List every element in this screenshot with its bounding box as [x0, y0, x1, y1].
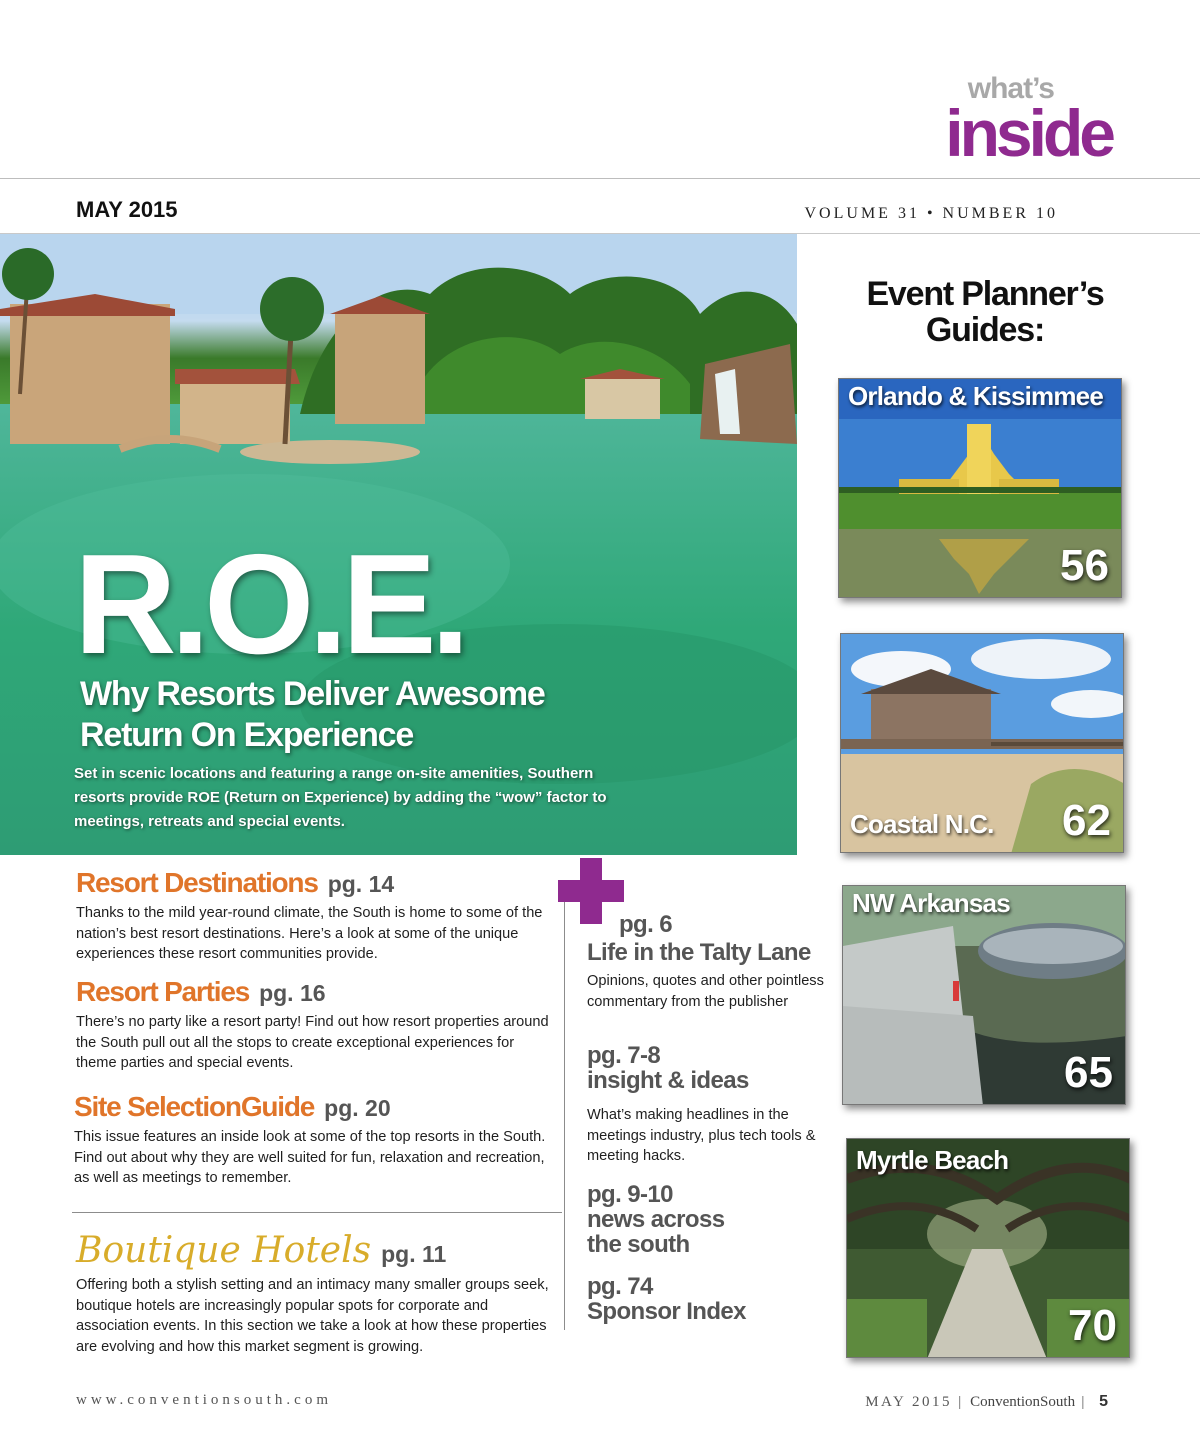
- guide-name: Orlando & Kissimmee: [848, 381, 1103, 411]
- hero-subtitle: Why Resorts Deliver Awesome Return On Experience: [80, 675, 545, 754]
- masthead-small: what’s: [967, 72, 1054, 105]
- guide-myrtle-beach[interactable]: [846, 1138, 1130, 1358]
- department-description: What’s making headlines in the meetings industry, plus tech tools & meeting hacks.: [587, 1107, 816, 1164]
- guide-page: 56: [1060, 541, 1109, 590]
- department-description: Opinions, quotes and other pointless commentary from the publisher: [587, 973, 824, 1010]
- department-sponsor-index[interactable]: [587, 1274, 827, 1324]
- guide-orlando-kissimmee[interactable]: [838, 378, 1122, 598]
- feature-page: pg. 16: [259, 980, 326, 1006]
- guides-heading: Event Planner’s Guides:: [866, 275, 1104, 349]
- masthead: [945, 72, 1112, 170]
- guide-name: Coastal N.C.: [850, 809, 994, 839]
- issue-date: MAY 2015: [76, 197, 178, 222]
- feature-description: There’s no party like a resort party! Find out how resort properties around the South pull out all the stops to create exceptional experiences for theme parties and special events.: [76, 1014, 549, 1071]
- feature-resort-parties[interactable]: [76, 976, 556, 1074]
- volume-number: VOLUME 31 • NUMBER 10: [804, 205, 1058, 222]
- feature-title[interactable]: Resort Destinations: [76, 867, 318, 898]
- guide-name: NW Arkansas: [852, 888, 1010, 918]
- guide-name: Myrtle Beach: [856, 1145, 1009, 1175]
- department-title[interactable]: Life in the Talty Lane: [587, 939, 811, 966]
- hero-title: R.O.E.: [74, 525, 465, 684]
- department-title[interactable]: Sponsor Index: [587, 1298, 746, 1325]
- guide-page: 65: [1064, 1048, 1113, 1097]
- feature-description: Offering both a stylish setting and an intimacy many smaller groups seek, boutique hotels are increasingly popular spots for corporate and association events. In this section we take a look at how these properties are evolving and how this market segment is growing.: [76, 1277, 549, 1355]
- department-page-number: pg. 9-10: [587, 1181, 673, 1208]
- department-news[interactable]: [587, 1182, 747, 1257]
- footer-url[interactable]: www.conventionsouth.com: [76, 1392, 333, 1408]
- department-page-number: pg. 7-8: [587, 1042, 661, 1069]
- department-talty-lane[interactable]: [587, 940, 827, 1012]
- feature-description: Thanks to the mild year-round climate, the South is home to some of the nation’s best resort destinations. Here’s a look at some of the unique experiences these resort communities provide.: [76, 905, 543, 962]
- hero-photo[interactable]: [0, 234, 797, 855]
- department-page-number: pg. 74: [587, 1273, 653, 1300]
- footer-date: MAY 2015: [865, 1394, 953, 1410]
- department-title[interactable]: insight & ideas: [587, 1067, 749, 1094]
- guide-nw-arkansas[interactable]: [842, 885, 1126, 1105]
- department-insight-ideas[interactable]: [587, 1043, 827, 1167]
- feature-title[interactable]: Boutique Hotels: [76, 1230, 372, 1271]
- header-rule: [0, 178, 1200, 179]
- guide-page: 62: [1062, 796, 1111, 845]
- feature-title[interactable]: Site SelectionGuide: [74, 1091, 315, 1122]
- feature-boutique-hotels[interactable]: [76, 1230, 556, 1357]
- feature-page: pg. 20: [324, 1095, 391, 1121]
- department-page: [619, 912, 859, 937]
- guide-coastal-nc[interactable]: [840, 633, 1124, 853]
- hero-description: Set in scenic locations and featuring a range on-site amenities, Southern resorts provide ROE (Return on Experience) by adding the “wow” factor to meetings, retreats and special events.: [74, 765, 607, 830]
- department-title[interactable]: news across the south: [587, 1206, 725, 1258]
- feature-title[interactable]: Resort Parties: [76, 976, 250, 1007]
- page-number: 5: [1099, 1393, 1108, 1410]
- feature-page: pg. 14: [327, 871, 395, 897]
- feature-description: This issue features an inside look at some of the top resorts in the South. Find out about why they are well suited for fun, relaxation and recreation, as well as meetings to remember.: [74, 1129, 546, 1186]
- feature-site-selection-guide[interactable]: [74, 1091, 554, 1189]
- column-divider: [564, 896, 565, 1330]
- footer-brand: ConventionSouth: [970, 1394, 1076, 1410]
- plus-icon: [558, 858, 624, 924]
- feature-resort-destinations[interactable]: [76, 867, 556, 965]
- footer-folio: MAY 2015 | ConventionSouth | 5: [865, 1393, 1108, 1410]
- masthead-title: inside: [945, 96, 1112, 170]
- guide-page: 70: [1068, 1301, 1117, 1350]
- section-divider: [72, 1212, 562, 1213]
- feature-page: pg. 11: [381, 1241, 447, 1267]
- department-page-number: pg. 6: [619, 911, 673, 938]
